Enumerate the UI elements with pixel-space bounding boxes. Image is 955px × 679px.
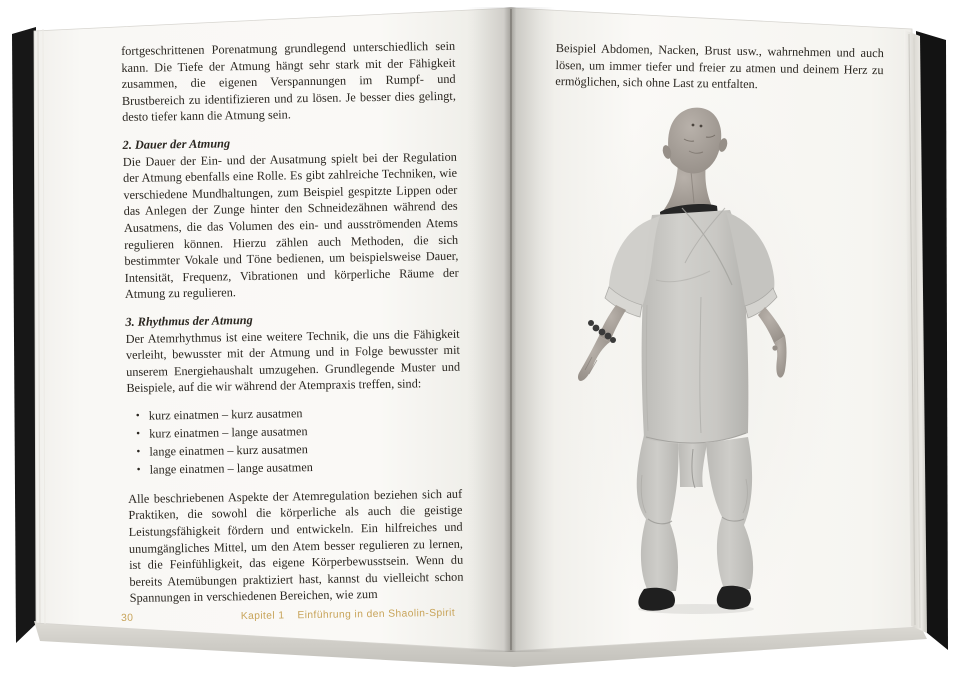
monk-photo-figure <box>557 95 837 625</box>
page-number: 30 <box>121 612 134 624</box>
right-page <box>555 40 884 106</box>
intro-paragraph: fortgeschrittenen Porenatmung grundlegend unterschiedlich sein kann. Die Tiefe der Atmung hängt sehr stark mit der Fähigkeit zusammen, die eigenen Verspannungen im Rumpf- und Brustbereich zu identifizieren und zu lösen. Je besser dies gelingt, desto tiefer kann die Atmung sein. <box>121 38 456 125</box>
breathing-pattern-item: • kurz einatmen – lange ausatmen <box>149 420 461 443</box>
section-3-heading: 3. Rhythmus der Atmung <box>125 312 253 329</box>
chapter-title: Einführung in den Shaolin-Spirit <box>297 607 456 622</box>
section-2-heading: 2. Dauer der Atmung <box>122 136 231 152</box>
section-2-body: Die Dauer der Ein- und der Ausatmung spielt bei der Regulation der Atmung ebenfalls eine Rolle. Es gibt zahlreiche Techniken, wie verschiedene Mundhaltungen, zum Beispiel gespitzte Lippen oder das Anlegen der Zunge hinter den Schneidezähnen während des Ausatmens, die das Volumen des ein- und ausströmenden Atems regulieren können. Hierzu zählen auch Methoden, die sich bestimmter Vokale und Töne bedienen, um beispielsweise Dauer, Intensität, Frequenz, Vibrationen und körperliche Räume der Atmung zu regulieren. <box>122 149 459 302</box>
section-3-body: Der Atemrhythmus ist eine weitere Technik, die uns die Fähigkeit verleiht, bewusster mit der Atmung und in Folge bewusster mit unserem Energiehaushalt umzugehen. Grundlegende Muster und Beispiele, auf die wir während der Atempraxis treffen, sind: <box>125 326 461 396</box>
breathing-pattern-list <box>127 402 462 479</box>
right-page-paragraph: Beispiel Abdomen, Nacken, Brust usw., wahrnehmen und auch lösen, um immer tiefer und freier zu atmen und deinem Herz zu ermöglichen, sich ohne Last zu entfalten. <box>555 40 884 92</box>
closing-paragraph: Alle beschriebenen Aspekte der Atemregulation beziehen sich auf Praktiken, die sowohl die körperliche als auch die geistige Leistungsfähigkeit fördern und entwickeln. Ein hilfreiches und unumgängliches Mittel, um den Atem besser regulieren zu lernen, ist die Feinfühligkeit, das eigene Körperbewusstsein. Wenn du bereits Atemübungen praktiziert hast, kannst du vielleicht schon Spannungen in verschiedenen Bereichen, wie zum <box>128 486 464 606</box>
chapter-label: Kapitel 1 <box>240 610 285 623</box>
left-page <box>121 38 464 618</box>
breathing-pattern-item: • kurz einatmen – kurz ausatmen <box>149 402 461 425</box>
breathing-pattern-item: • lange einatmen – lange ausatmen <box>150 456 462 479</box>
breathing-pattern-item: • lange einatmen – kurz ausatmen <box>149 438 461 461</box>
